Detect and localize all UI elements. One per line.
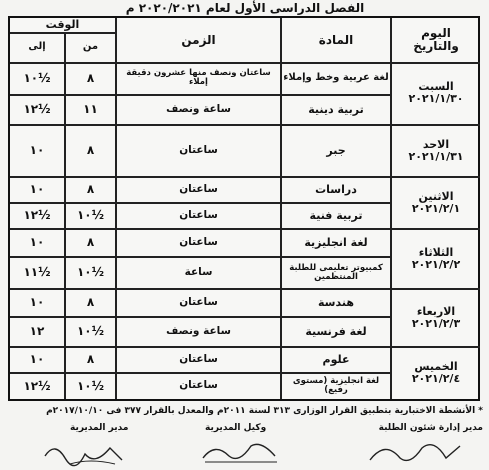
schedule-title: الفصل الدراسى الأول لعام ٢٠٢٠/٢٠٢١ م <box>125 1 365 15</box>
deputy-signature-scribble <box>195 436 285 466</box>
from-cell: ٨ <box>86 70 95 85</box>
to-cell: ١٠ <box>29 143 45 158</box>
from-cell: ١٠½ <box>76 208 105 223</box>
day-date: ٢٠٢١/١/٣٠ <box>408 92 464 105</box>
to-cell: ١٢ <box>29 324 45 339</box>
to-cell: ١٠½ <box>23 70 51 85</box>
from-cell: ٨ <box>86 235 95 250</box>
day-date: ٢٠٢١/١/٣١ <box>408 149 464 163</box>
duration-cell: ساعتان <box>179 208 218 221</box>
header-day-date <box>392 18 480 62</box>
signature-affairs-manager-label: مدير إدارة شئون الطلبة <box>378 423 483 433</box>
to-cell: ١٢½ <box>23 102 51 117</box>
day-date: ٢٠٢١/٢/٤ <box>411 372 461 385</box>
from-cell: ١١ <box>83 102 98 117</box>
header-day-label: اليوم <box>421 26 451 41</box>
to-cell: ١٠ <box>29 182 45 197</box>
day-date: ٢٠٢١/٢/١ <box>411 201 461 215</box>
from-cell: ٨ <box>86 143 95 158</box>
subject-cell: دراسات <box>315 182 357 196</box>
to-cell: ١٠ <box>29 235 45 250</box>
from-cell: ١٠½ <box>76 324 105 339</box>
duration-cell: ساعتان ونصف منها عشرون دقيقة إملاء <box>126 68 271 87</box>
day-name: السبت <box>418 80 454 94</box>
duration-cell: ساعة ونصف <box>166 102 231 115</box>
subject-cell: كمبيوتر تعليمى للطلبة المنتظمين <box>289 262 383 282</box>
day-cell-monday <box>392 177 480 228</box>
duration-cell: ساعة ونصف <box>166 324 231 337</box>
duration-cell: ساعتان <box>179 235 218 248</box>
day-name: الثلاثاء <box>418 245 454 259</box>
header-subject: المادة <box>318 32 354 47</box>
day-cell-thursday <box>392 347 480 399</box>
duration-cell: ساعتان <box>179 379 218 392</box>
director-signature-scribble <box>40 436 130 468</box>
signature-director-label: مدير المديرية <box>70 423 129 433</box>
affairs-manager-signature-scribble <box>360 436 470 468</box>
day-cell-tuesday <box>392 229 480 288</box>
subject-cell: لغة انجليزية <box>304 235 368 249</box>
duration-cell: ساعتان <box>179 182 218 195</box>
day-name: الاحد <box>422 137 450 151</box>
to-cell: ١٢½ <box>23 208 51 223</box>
day-name: الخميس <box>414 360 458 374</box>
day-cell-sunday <box>392 125 480 176</box>
from-cell: ٨ <box>86 352 95 367</box>
duration-cell: ساعتان <box>179 143 218 156</box>
footnote: * الأنشطة الاختبارية بتطبيق القرار الوزارى ٣١٣ لسنة ٢٠١١م والمعدل بالقرار ٣٧٧ فى ٢٠١٧/١٠/١٠م <box>46 406 483 416</box>
header-from: من <box>82 41 99 53</box>
subject-cell: لغة فرنسية <box>305 324 367 338</box>
header-time: الوقت <box>45 18 80 32</box>
day-name: الاربعاء <box>416 304 456 318</box>
subject-cell: جبر <box>326 143 346 157</box>
header-to: إلى <box>28 41 46 53</box>
from-cell: ٨ <box>86 295 95 310</box>
day-cell-saturday <box>392 62 480 124</box>
subject-cell: هندسة <box>318 295 354 309</box>
from-cell: ١٠½ <box>76 378 105 393</box>
subject-cell: لغة عربية وخط وإملاء <box>283 71 389 83</box>
subject-cell: لغة انجليزية (مستوى رفيع) <box>292 376 380 395</box>
day-date: ٢٠٢١/٢/٢ <box>411 257 461 271</box>
signature-deputy-label: وكيل المديرية <box>205 423 267 433</box>
day-date: ٢٠٢١/٢/٣ <box>411 316 461 330</box>
day-name: الاثنين <box>418 189 454 203</box>
subject-cell: تربية دينية <box>308 102 364 116</box>
from-cell: ١٠½ <box>76 265 105 280</box>
from-cell: ٨ <box>86 182 95 197</box>
header-date-label: والتاريخ <box>413 39 459 53</box>
to-cell: ١٠ <box>29 295 45 310</box>
duration-cell: ساعتان <box>179 295 218 308</box>
duration-cell: ساعتان <box>179 352 218 365</box>
to-cell: ١٠ <box>29 352 45 367</box>
to-cell: ١١½ <box>23 265 51 280</box>
subject-cell: تربية فنية <box>309 208 363 222</box>
duration-cell: ساعة <box>184 265 213 278</box>
subject-cell: علوم <box>322 352 350 366</box>
day-cell-wednesday <box>392 289 480 346</box>
exam-schedule-table <box>8 16 480 401</box>
header-duration: الزمن <box>181 32 216 47</box>
to-cell: ١٢½ <box>23 378 51 393</box>
